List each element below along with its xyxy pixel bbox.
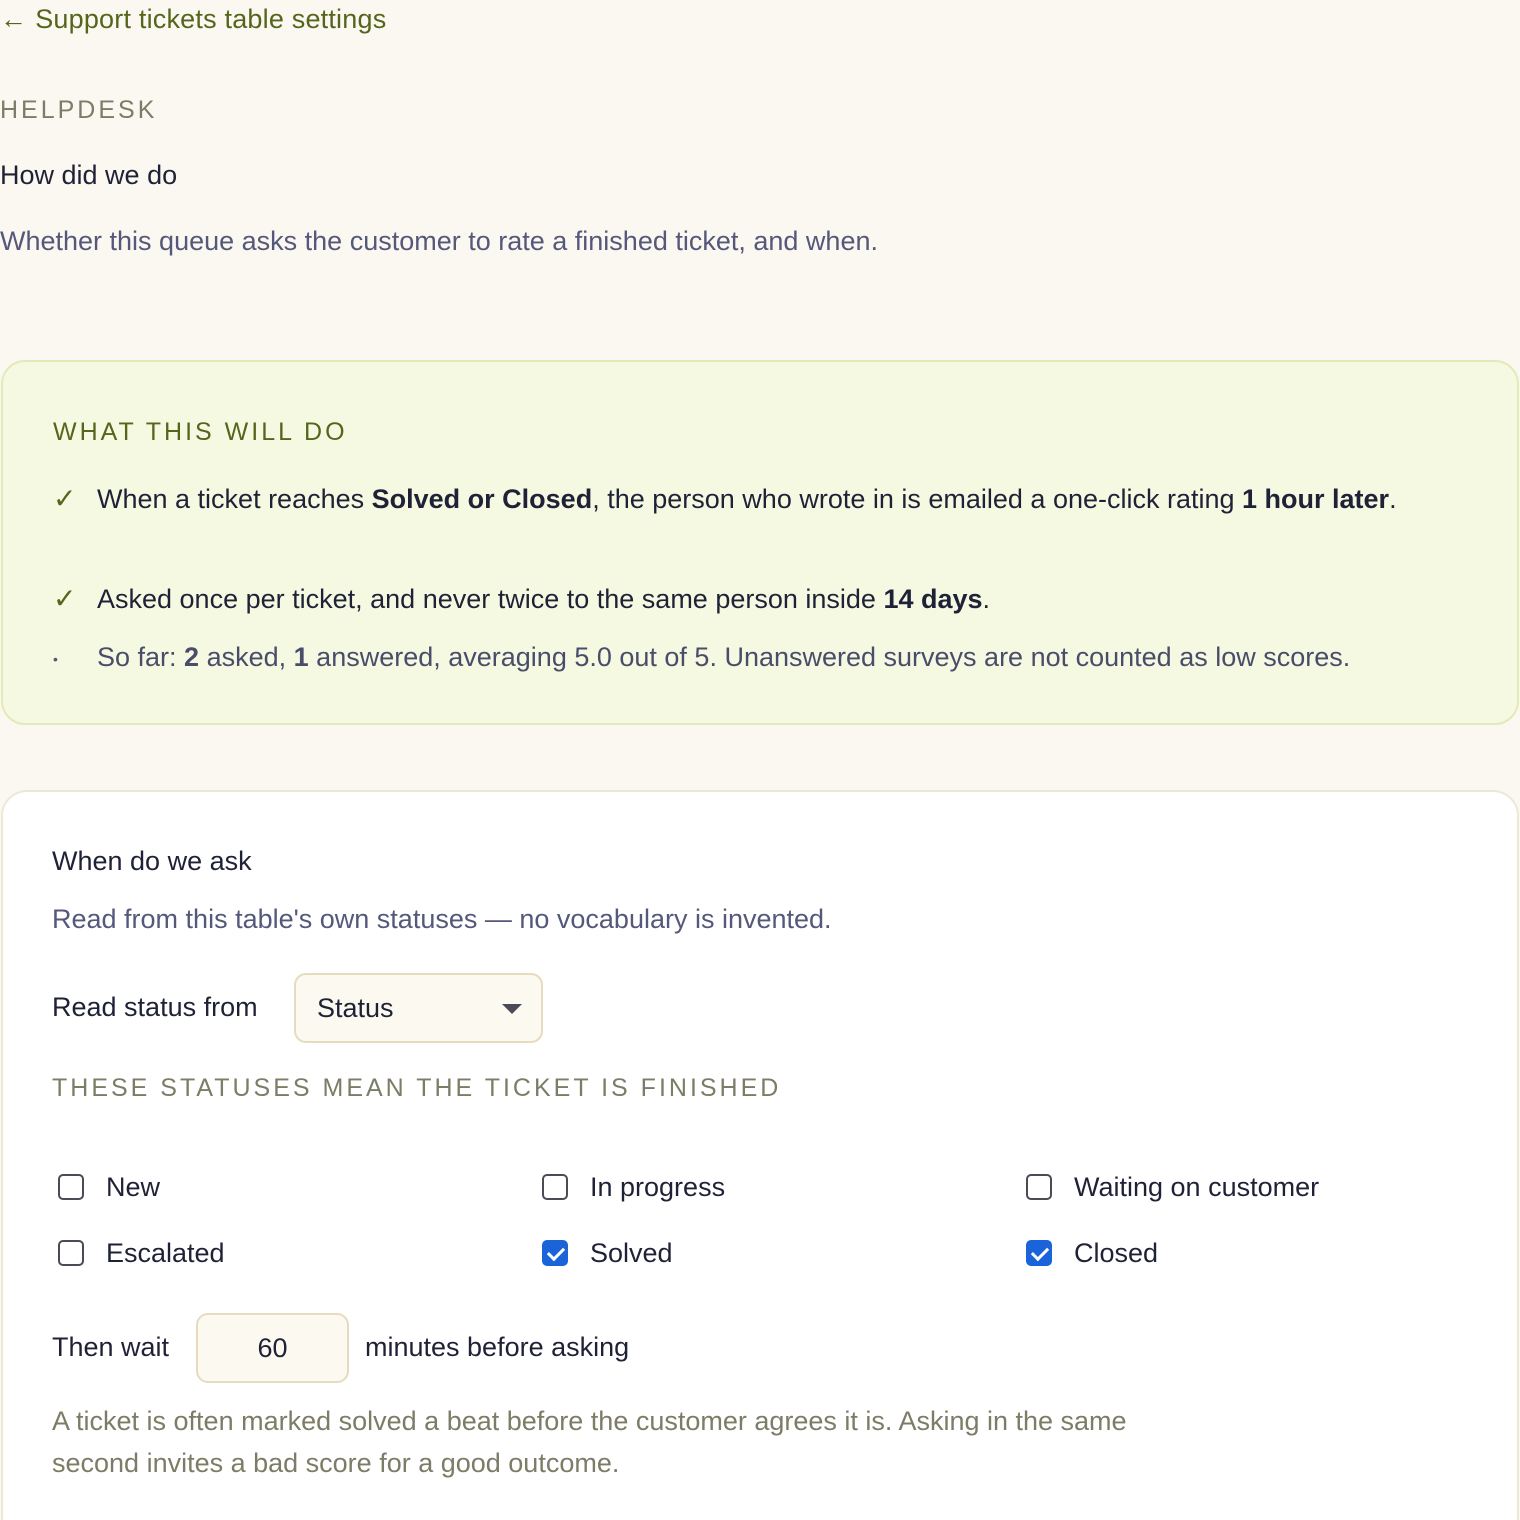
status-option-label: Escalated	[106, 1237, 225, 1268]
status-source-select[interactable]	[294, 973, 543, 1043]
chevron-down-icon	[502, 1004, 522, 1014]
summary-text: When a ticket reaches	[97, 484, 372, 514]
status-option-solved[interactable]	[542, 1233, 673, 1273]
page-description: Whether this queue asks the customer to rate a finished ticket, and when.	[0, 226, 878, 256]
finished-statuses-heading: THESE STATUSES MEAN THE TICKET IS FINISHED	[52, 1074, 782, 1102]
summary-strong: Solved or Closed	[371, 484, 593, 514]
status-option-label: Closed	[1074, 1237, 1159, 1268]
back-link[interactable]	[0, 4, 386, 35]
summary-text: So far:	[97, 642, 185, 672]
wait-label: Then wait	[52, 1332, 170, 1362]
wait-minutes-input[interactable]	[196, 1313, 349, 1383]
checkbox[interactable]	[58, 1174, 84, 1200]
status-source-label: Read status from	[52, 992, 258, 1022]
settings-card	[1, 790, 1519, 1520]
checkbox[interactable]	[1026, 1174, 1052, 1200]
status-option-label: Solved	[590, 1237, 673, 1268]
status-option-closed[interactable]	[1026, 1233, 1158, 1273]
status-option-label: In progress	[590, 1171, 726, 1202]
summary-callout	[1, 360, 1519, 725]
status-option-label: Waiting on customer	[1074, 1171, 1320, 1202]
status-option-label: New	[106, 1171, 161, 1202]
answered-count: 1	[293, 642, 309, 672]
summary-item-frequency	[53, 578, 1473, 620]
check-icon: ✓	[53, 583, 77, 614]
status-option-in-progress[interactable]	[542, 1167, 725, 1207]
summary-text: .	[982, 584, 991, 614]
bullet-icon: •	[53, 651, 58, 667]
summary-strong: 14 days	[883, 584, 983, 614]
section-eyebrow: HELPDESK	[0, 96, 158, 124]
status-source-value: Status	[317, 993, 394, 1023]
status-option-waiting-on-customer[interactable]	[1026, 1167, 1319, 1207]
wait-suffix: minutes before asking	[365, 1332, 630, 1362]
summary-text: Asked once per ticket, and never twice to the same person inside	[97, 584, 884, 614]
back-arrow-icon: ←	[0, 4, 28, 34]
summary-item-stats	[53, 636, 1473, 678]
status-option-new[interactable]	[58, 1167, 160, 1207]
asked-count: 2	[184, 642, 200, 672]
summary-text: asked,	[199, 642, 294, 672]
summary-heading: WHAT THIS WILL DO	[53, 418, 348, 446]
summary-text: .	[1389, 484, 1397, 514]
page-title: How did we do	[0, 160, 178, 190]
summary-strong: 1 hour later	[1242, 484, 1390, 514]
card-title: When do we ask	[52, 846, 252, 876]
wait-note: A ticket is often marked solved a beat before the customer agrees it is. Asking in the same second invites a bad score for a good outcome.	[52, 1406, 1127, 1478]
summary-text: answered, averaging 5.0 out of 5. Unanswered surveys are not counted as low scores.	[308, 642, 1351, 672]
check-icon: ✓	[53, 483, 77, 514]
card-description: Read from this table's own statuses — no vocabulary is invented.	[52, 904, 832, 934]
summary-text: , the person who wrote in is emailed a one-click rating	[592, 484, 1243, 514]
checkbox-checked[interactable]	[1026, 1240, 1052, 1266]
checkbox[interactable]	[58, 1240, 84, 1266]
status-option-escalated[interactable]	[58, 1233, 225, 1273]
checkbox[interactable]	[542, 1174, 568, 1200]
summary-item-trigger	[53, 478, 1473, 520]
checkbox-checked[interactable]	[542, 1240, 568, 1266]
back-link-label: Support tickets table settings	[35, 4, 387, 34]
